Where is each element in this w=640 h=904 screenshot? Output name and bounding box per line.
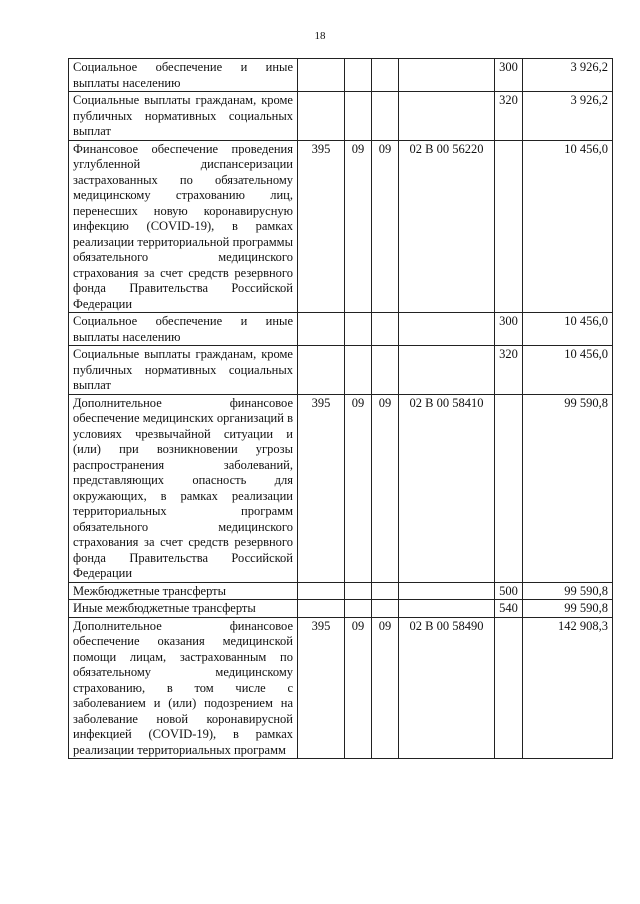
cell-grbs: [298, 346, 345, 395]
table-row: [69, 313, 613, 346]
row-name: Социальное обеспечение и иные выплаты населению: [69, 313, 298, 346]
cell-target-article: [399, 313, 495, 346]
cell-section: [345, 59, 372, 92]
cell-target-article: 02 В 00 56220: [399, 140, 495, 313]
cell-section: [345, 346, 372, 395]
cell-target-article: [399, 92, 495, 141]
cell-amount: 99 590,8: [523, 582, 613, 600]
cell-expense-type: 300: [495, 313, 523, 346]
row-name: Дополнительное финансовое обеспечение оказания медицинской помощи лицам, застрахованным по обязательному медицинскому страхованию, в том числе с заболеванием и (или) подозрением на заболевание новой коронавирусной инфекцией (COVID-19), в рамках реализации территориальных программ: [69, 617, 298, 759]
cell-grbs: 395: [298, 617, 345, 759]
budget-table: [68, 58, 613, 759]
cell-section: [345, 600, 372, 618]
table-row: [69, 617, 613, 759]
table-row: [69, 600, 613, 618]
cell-section: 09: [345, 617, 372, 759]
cell-grbs: [298, 582, 345, 600]
table-row: [69, 346, 613, 395]
row-name: Иные межбюджетные трансферты: [69, 600, 298, 618]
cell-amount: 10 456,0: [523, 346, 613, 395]
cell-expense-type: 320: [495, 92, 523, 141]
cell-grbs: 395: [298, 394, 345, 582]
cell-subsection: [372, 582, 399, 600]
cell-section: [345, 313, 372, 346]
cell-amount: 99 590,8: [523, 600, 613, 618]
cell-target-article: [399, 582, 495, 600]
cell-section: [345, 582, 372, 600]
cell-amount: 3 926,2: [523, 92, 613, 141]
cell-grbs: [298, 313, 345, 346]
table-row: [69, 394, 613, 582]
cell-amount: 142 908,3: [523, 617, 613, 759]
cell-amount: 10 456,0: [523, 140, 613, 313]
cell-subsection: [372, 600, 399, 618]
cell-target-article: [399, 600, 495, 618]
cell-amount: 3 926,2: [523, 59, 613, 92]
cell-subsection: 09: [372, 140, 399, 313]
cell-subsection: [372, 92, 399, 141]
row-name: Межбюджетные трансферты: [69, 582, 298, 600]
cell-expense-type: [495, 140, 523, 313]
cell-target-article: [399, 59, 495, 92]
cell-section: [345, 92, 372, 141]
cell-expense-type: 320: [495, 346, 523, 395]
cell-expense-type: [495, 617, 523, 759]
table-row: [69, 140, 613, 313]
table-row: [69, 59, 613, 92]
page-number: 18: [314, 30, 326, 42]
row-name: Социальные выплаты гражданам, кроме публичных нормативных социальных выплат: [69, 92, 298, 141]
row-name: Финансовое обеспечение проведения углубленной диспансеризации застрахованных по обязательному медицинскому страхованию лиц, перенесших новую коронавирусную инфекцию (COVID-19), в рамках реализации территориальной программы обязательного медицинского страхования за счет средств резервного фонда Правительства Российской Федерации: [69, 140, 298, 313]
row-name: Социальное обеспечение и иные выплаты населению: [69, 59, 298, 92]
cell-subsection: 09: [372, 617, 399, 759]
row-name: Социальные выплаты гражданам, кроме публичных нормативных социальных выплат: [69, 346, 298, 395]
table-row: [69, 582, 613, 600]
cell-target-article: 02 В 00 58410: [399, 394, 495, 582]
cell-amount: 99 590,8: [523, 394, 613, 582]
cell-grbs: [298, 600, 345, 618]
cell-grbs: [298, 59, 345, 92]
row-name: Дополнительное финансовое обеспечение медицинских организаций в условиях чрезвычайной ситуации и (или) при возникновении угрозы распространения заболеваний, представляющих опасность для окружающих, в рамках реализации территориальных программ обязательного медицинского страхования за счет средств резервного фонда Правительства Российской Федерации: [69, 394, 298, 582]
cell-subsection: [372, 313, 399, 346]
cell-target-article: [399, 346, 495, 395]
cell-subsection: 09: [372, 394, 399, 582]
cell-grbs: [298, 92, 345, 141]
cell-expense-type: 500: [495, 582, 523, 600]
cell-section: 09: [345, 140, 372, 313]
cell-grbs: 395: [298, 140, 345, 313]
cell-subsection: [372, 59, 399, 92]
cell-expense-type: 540: [495, 600, 523, 618]
table-row: [69, 92, 613, 141]
cell-subsection: [372, 346, 399, 395]
cell-amount: 10 456,0: [523, 313, 613, 346]
cell-section: 09: [345, 394, 372, 582]
cell-target-article: 02 В 00 58490: [399, 617, 495, 759]
cell-expense-type: [495, 394, 523, 582]
cell-expense-type: 300: [495, 59, 523, 92]
